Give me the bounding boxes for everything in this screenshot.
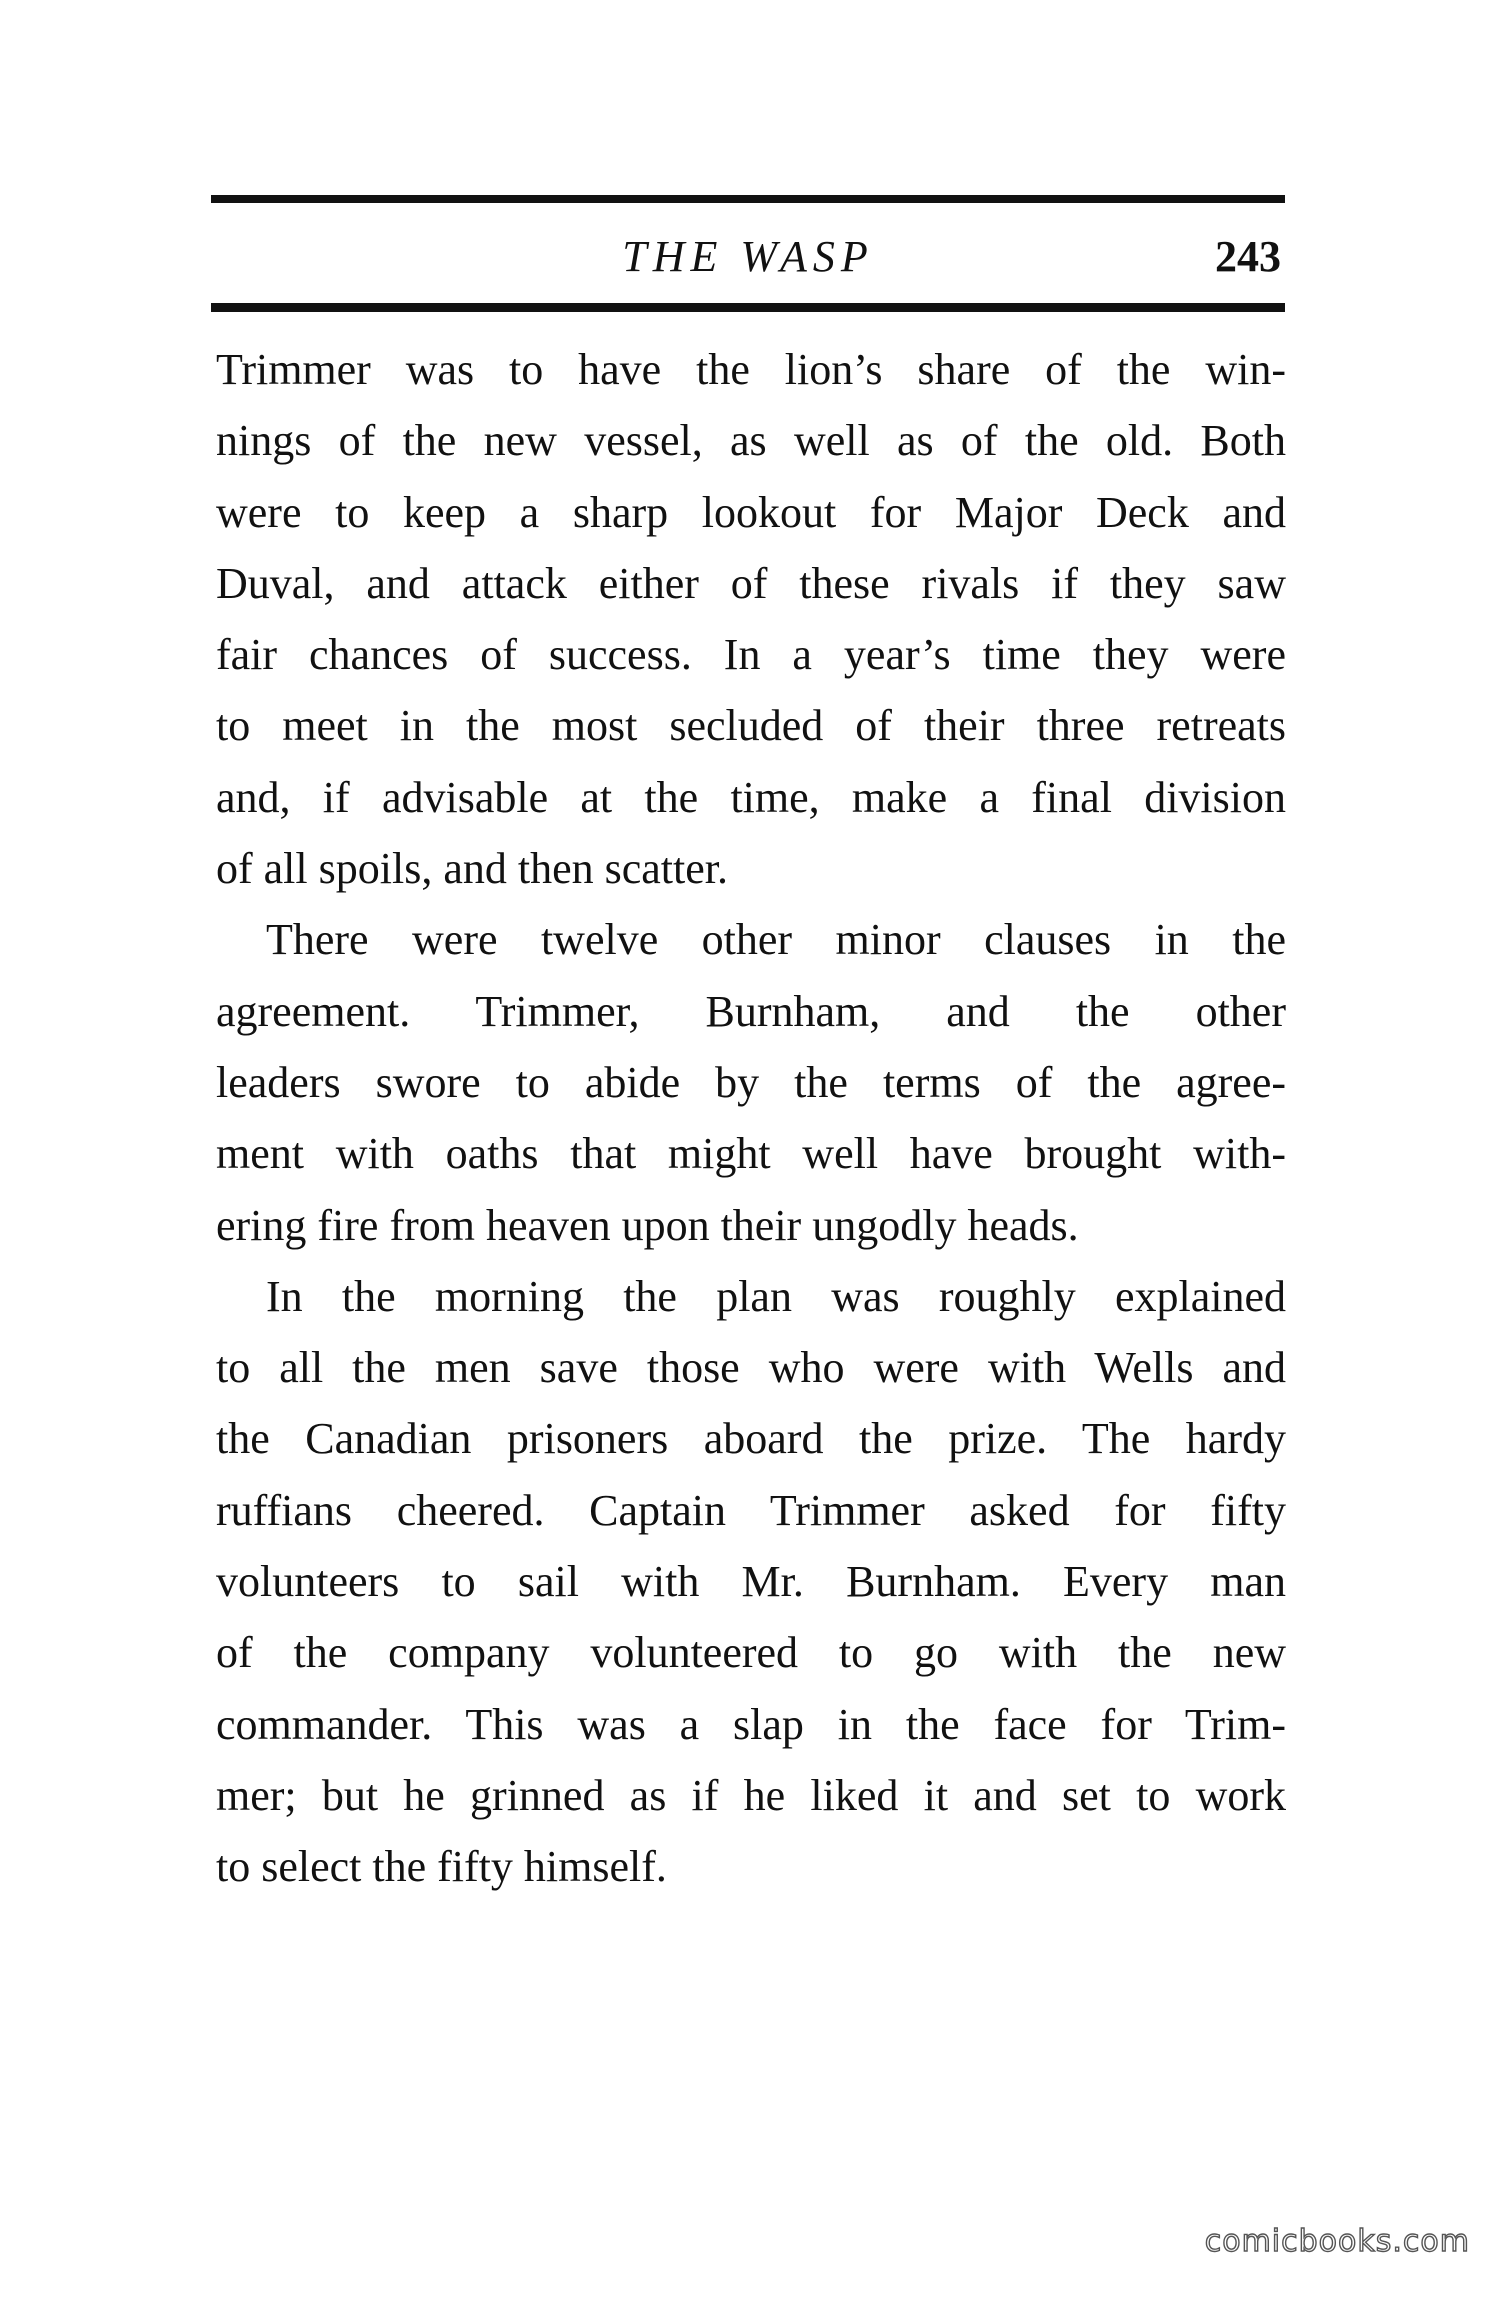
text-line: to meet in the most secluded of their three retreats bbox=[216, 701, 1286, 751]
text-line: of the company volunteered to go with the new bbox=[216, 1628, 1286, 1678]
text-line: agreement. Trimmer, Burnham, and the other bbox=[216, 986, 1286, 1036]
text-line: ment with oaths that might well have brought with- bbox=[216, 1129, 1286, 1179]
text-line: In the morning the plan was roughly explained bbox=[266, 1271, 1286, 1321]
body-text bbox=[216, 334, 1286, 1903]
text-line: Duval, and attack either of these rivals if they saw bbox=[216, 558, 1286, 608]
header-bottom-rule bbox=[211, 303, 1285, 312]
text-line: commander. This was a slap in the face for Trim- bbox=[216, 1699, 1286, 1749]
text-line: and, if advisable at the time, make a final division bbox=[216, 772, 1286, 822]
header-top-rule bbox=[211, 195, 1285, 203]
text-line: volunteers to sail with Mr. Burnham. Every man bbox=[216, 1557, 1286, 1607]
text-line: ering fire from heaven upon their ungodly heads. bbox=[216, 1200, 1079, 1250]
text-line: the Canadian prisoners aboard the prize. The hardy bbox=[216, 1414, 1286, 1464]
text-line: nings of the new vessel, as well as of the old. Both bbox=[216, 416, 1286, 466]
running-header bbox=[211, 222, 1285, 292]
watermark: comicbooks.com bbox=[1204, 2224, 1470, 2259]
text-line: were to keep a sharp lookout for Major Deck and bbox=[216, 487, 1286, 537]
text-line: ruffians cheered. Captain Trimmer asked for fifty bbox=[216, 1485, 1286, 1535]
running-title: THE WASP bbox=[622, 232, 874, 281]
text-line: to select the fifty himself. bbox=[216, 1842, 667, 1892]
text-line: Trimmer was to have the lion’s share of the win- bbox=[216, 345, 1286, 394]
text-line: There were twelve other minor clauses in the bbox=[266, 915, 1286, 965]
text-line: of all spoils, and then scatter. bbox=[216, 844, 728, 894]
page-number: 243 bbox=[1215, 232, 1281, 281]
text-line: to all the men save those who were with Wells and bbox=[216, 1343, 1286, 1393]
text-line: fair chances of success. In a year’s time they were bbox=[216, 630, 1286, 680]
text-line: leaders swore to abide by the terms of the agree- bbox=[216, 1057, 1286, 1107]
text-line: mer; but he grinned as if he liked it and set to work bbox=[216, 1770, 1286, 1820]
